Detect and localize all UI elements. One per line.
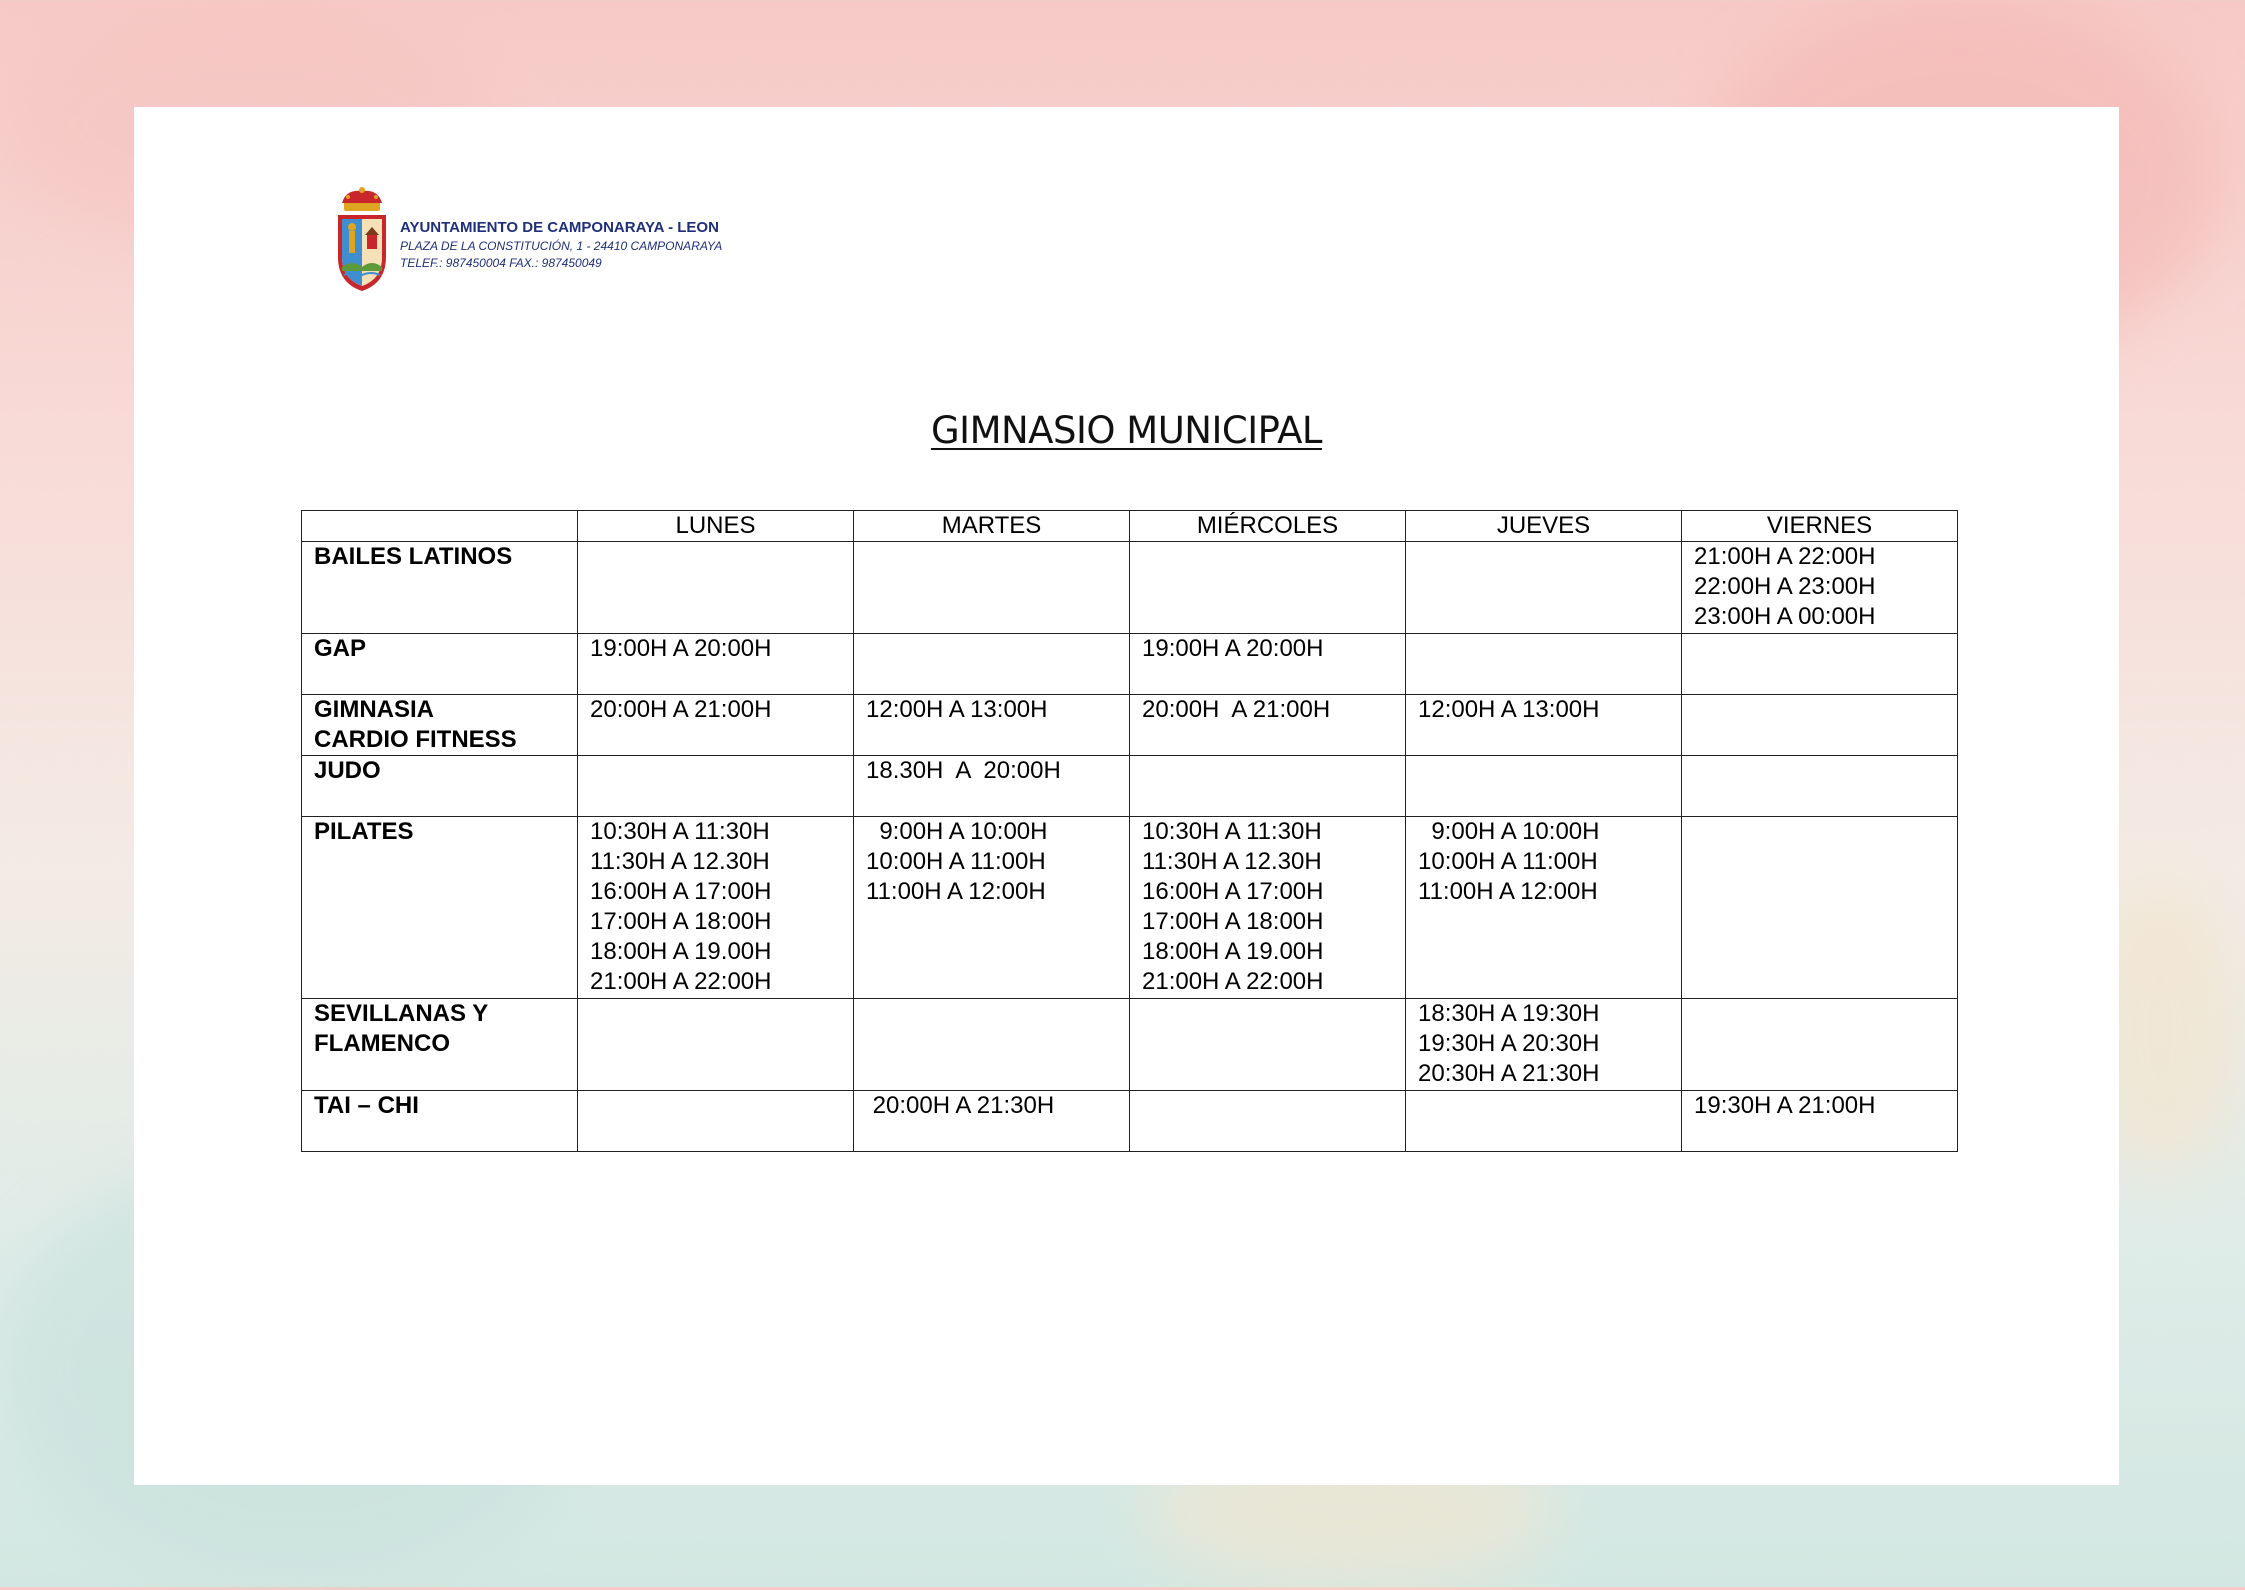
table-row-sevillanas-y-flamenco — [302, 999, 1958, 1091]
municipality-contact: TELEF.: 987450004 FAX.: 987450049 — [400, 256, 602, 270]
municipality-address: PLAZA DE LA CONSTITUCIÓN, 1 - 24410 CAMPONARAYA — [400, 239, 723, 253]
slot-martes: 12:00H A 13:00H — [854, 695, 1130, 756]
slot-lunes: 19:00H A 20:00H — [578, 634, 854, 695]
slot-martes — [854, 634, 1130, 695]
slot-lunes: 20:00H A 21:00H — [578, 695, 854, 756]
activity-name: GAP — [302, 634, 578, 695]
letterhead — [334, 187, 722, 295]
slot-martes: 18.30H A 20:00H — [854, 756, 1130, 817]
slot-viernes: 21:00H A 22:00H 22:00H A 23:00H 23:00H A 00:00H — [1682, 542, 1958, 634]
table-row-tai-chi — [302, 1091, 1958, 1152]
slot-jueves — [1406, 542, 1682, 634]
header-activity-cell — [302, 511, 578, 542]
table-row-gap — [302, 634, 1958, 695]
slot-viernes — [1682, 817, 1958, 999]
activity-name: SEVILLANAS Y FLAMENCO — [302, 999, 578, 1091]
slot-lunes — [578, 756, 854, 817]
header-day-lunes: LUNES — [578, 511, 854, 542]
slot-viernes — [1682, 695, 1958, 756]
slot-martes: 20:00H A 21:30H — [854, 1091, 1130, 1152]
slot-jueves — [1406, 756, 1682, 817]
slot-miercoles — [1130, 1091, 1406, 1152]
table-row-gimnasia-cardio-fitness — [302, 695, 1958, 756]
activity-name: BAILES LATINOS — [302, 542, 578, 634]
schedule-table — [301, 510, 1958, 1152]
slot-lunes — [578, 1091, 854, 1152]
slot-viernes — [1682, 999, 1958, 1091]
document-page — [134, 107, 2119, 1485]
activity-name: JUDO — [302, 756, 578, 817]
municipal-coat-of-arms-icon — [334, 187, 390, 295]
slot-miercoles: 20:00H A 21:00H — [1130, 695, 1406, 756]
activity-name: TAI – CHI — [302, 1091, 578, 1152]
slot-miercoles — [1130, 542, 1406, 634]
slot-miercoles — [1130, 999, 1406, 1091]
activity-name: GIMNASIA CARDIO FITNESS — [302, 695, 578, 756]
municipality-name: AYUNTAMIENTO DE CAMPONARAYA - LEON — [400, 219, 719, 236]
activity-name: PILATES — [302, 817, 578, 999]
table-row-judo — [302, 756, 1958, 817]
slot-miercoles — [1130, 756, 1406, 817]
slot-martes — [854, 542, 1130, 634]
header-day-viernes: VIERNES — [1682, 511, 1958, 542]
slot-jueves: 18:30H A 19:30H 19:30H A 20:30H 20:30H A 21:30H — [1406, 999, 1682, 1091]
letterhead-text — [400, 218, 722, 272]
slot-miercoles: 10:30H A 11:30H 11:30H A 12.30H 16:00H A 17:00H 17:00H A 18:00H 18:00H A 19.00H 21:00H A 22:00H — [1130, 817, 1406, 999]
header-day-martes: MARTES — [854, 511, 1130, 542]
slot-viernes — [1682, 756, 1958, 817]
slot-viernes — [1682, 634, 1958, 695]
slot-jueves: 9:00H A 10:00H 10:00H A 11:00H 11:00H A 12:00H — [1406, 817, 1682, 999]
table-row-bailes-latinos — [302, 542, 1958, 634]
slot-jueves — [1406, 1091, 1682, 1152]
header-day-jueves: JUEVES — [1406, 511, 1682, 542]
table-header-row — [302, 511, 1958, 542]
slot-lunes — [578, 542, 854, 634]
slot-miercoles: 19:00H A 20:00H — [1130, 634, 1406, 695]
slot-lunes — [578, 999, 854, 1091]
slot-jueves — [1406, 634, 1682, 695]
page-title: GIMNASIO MUNICIPAL — [931, 409, 1322, 452]
table-row-pilates — [302, 817, 1958, 999]
header-day-miercoles: MIÉRCOLES — [1130, 511, 1406, 542]
slot-viernes: 19:30H A 21:00H — [1682, 1091, 1958, 1152]
slot-martes: 9:00H A 10:00H 10:00H A 11:00H 11:00H A 12:00H — [854, 817, 1130, 999]
slot-martes — [854, 999, 1130, 1091]
slot-jueves: 12:00H A 13:00H — [1406, 695, 1682, 756]
slot-lunes: 10:30H A 11:30H 11:30H A 12.30H 16:00H A 17:00H 17:00H A 18:00H 18:00H A 19.00H 21:00H A 22:00H — [578, 817, 854, 999]
